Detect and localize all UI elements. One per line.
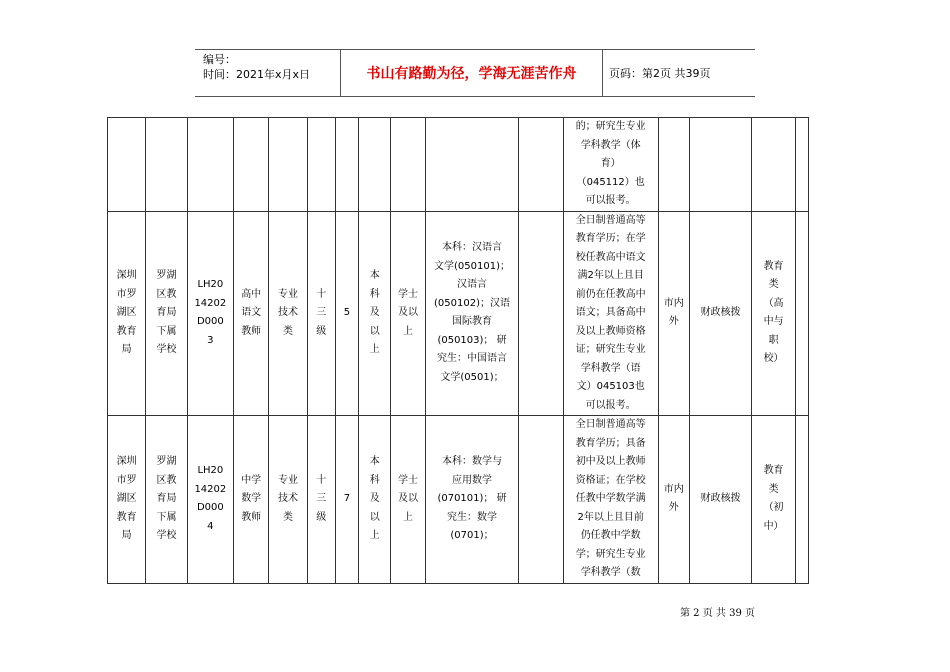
cell-line: 14202 — [194, 483, 227, 495]
requirements-cell — [563, 118, 658, 212]
cell-line: 科 — [369, 474, 380, 486]
cell-line: 育局 — [156, 307, 177, 318]
cell-line: 湖区 — [116, 307, 137, 318]
document-header — [195, 49, 755, 97]
cell-line: 区教 — [156, 288, 177, 300]
cell-line: 及以 — [397, 493, 418, 504]
cell-line: 三 — [316, 493, 327, 504]
cell-line: 学；研究生专业 — [575, 548, 646, 560]
cell-line: 教育 — [116, 325, 137, 337]
cell-line: 及 — [369, 307, 380, 318]
cell-line: 下属 — [156, 511, 177, 523]
cell-line: 中） — [763, 520, 784, 532]
cell-line: 文）045103也 — [576, 381, 645, 392]
cell-line: 校） — [763, 353, 784, 365]
table-row — [108, 211, 809, 416]
cell-line: 满2年以上且目 — [577, 270, 644, 281]
cell-line: 3 — [207, 334, 214, 346]
cell-line: 国际教育 — [452, 316, 493, 328]
header-motto: 书山有路勤为径，学海无涯苦作舟 — [366, 66, 577, 82]
funding-cell: 财政核拨 — [689, 416, 752, 584]
cell-line: 全日制普通高等 — [575, 419, 646, 430]
cell-line: 市罗 — [116, 474, 137, 486]
cell-line: 本 — [369, 456, 380, 467]
cell-line: 级 — [316, 511, 327, 523]
cell-line: 上 — [369, 530, 380, 541]
cell-line: 任教中学数学满 — [575, 493, 646, 504]
cell-line: 外 — [668, 316, 679, 328]
cell-line: 类 — [283, 325, 293, 337]
cell-line: 罗湖 — [156, 270, 177, 281]
cell-line: 及 — [369, 493, 380, 504]
cell-line: 汉语言 — [457, 279, 488, 291]
cell-line: D000 — [196, 316, 224, 328]
cell-line: 中与 — [763, 316, 784, 328]
page-footer: 第 2 页 共 39 页 — [680, 608, 755, 619]
cell-line: 湖区 — [116, 493, 137, 504]
cell-line: 专业 — [278, 288, 298, 300]
cell-line: 教育学历；在学 — [575, 233, 646, 244]
requirements-cell — [563, 416, 658, 584]
cell-line: 4 — [207, 520, 214, 532]
number-label: 编号： — [203, 53, 236, 66]
cell-line: 职 — [768, 334, 779, 346]
cell-line: 市内 — [663, 483, 684, 495]
degree-cell — [391, 211, 425, 416]
cell-line: 下属 — [156, 325, 177, 337]
cell-line: 学士 — [397, 288, 418, 300]
cell-line: 教师 — [241, 325, 262, 337]
major-cell — [425, 416, 519, 584]
cell-line: 文学(0501)； — [440, 371, 504, 383]
cell-line: 级 — [316, 325, 327, 337]
cell-line: 外 — [668, 502, 679, 514]
cell-line: 中学 — [241, 474, 262, 486]
cell-line: 类 — [768, 483, 779, 495]
position-name-cell — [234, 416, 269, 584]
cell-line: 三 — [316, 307, 327, 318]
position-name-cell — [234, 211, 269, 416]
cell-line: 校任教高中语文 — [575, 251, 646, 263]
level-cell — [307, 211, 335, 416]
cell-line: 及以上教师资格 — [575, 325, 646, 337]
funding-cell: 财政核拨 — [689, 211, 752, 416]
cell-line: LH20 — [197, 465, 224, 477]
page-info: 页码：第2页 共39页 — [609, 67, 711, 80]
unit-cell — [108, 416, 146, 584]
cell-line: 语文 — [241, 307, 262, 318]
unit-cell — [108, 211, 146, 416]
cell-line: 十 — [316, 474, 327, 486]
cell-line: (070101)； 研 — [437, 493, 507, 504]
empty-cell — [519, 416, 563, 584]
cell-line: 局 — [121, 344, 132, 355]
education-cell — [359, 416, 391, 584]
cell-line: （045112）也 — [576, 176, 645, 188]
exam-type-cell — [752, 211, 795, 416]
cell-line: 育） — [600, 158, 621, 169]
cell-line: 教师 — [241, 511, 262, 523]
headcount-cell: 5 — [335, 211, 358, 416]
cell-line: 资格证；在学校 — [575, 474, 646, 486]
cell-line: 可以报考。 — [585, 399, 636, 411]
cell-line: 技术 — [278, 307, 298, 318]
category-cell — [269, 211, 307, 416]
cell-line: 教育 — [763, 260, 784, 272]
cell-line: 上 — [402, 511, 413, 523]
education-cell — [359, 211, 391, 416]
position-code-cell — [187, 416, 233, 584]
cell-line: 的；研究生专业 — [575, 121, 646, 132]
cell-line: 14202 — [194, 297, 227, 309]
cell-line: 可以报考。 — [585, 195, 636, 206]
cell-line: 本 — [369, 270, 380, 281]
cell-line: 科 — [369, 288, 380, 300]
cell-line: 本科：数学与 — [442, 456, 503, 467]
cell-line: 以 — [369, 511, 380, 523]
cell-line: 学科教学（数 — [580, 567, 641, 578]
headcount-cell: 7 — [335, 416, 358, 584]
cell-line: 及以 — [397, 307, 418, 318]
cell-line: 证；研究生专业 — [575, 344, 646, 355]
cell-line: 学科教学（体 — [580, 139, 641, 151]
cell-line: 局 — [121, 530, 132, 541]
department-cell — [146, 416, 187, 584]
cell-line: 学科教学（语 — [580, 362, 641, 374]
cell-line: 教育 — [763, 465, 784, 477]
position-code-cell — [187, 211, 233, 416]
cell-line: 教育学历；具备 — [575, 437, 646, 449]
cell-line: 数学 — [241, 493, 262, 504]
time-label: 时间：2021年x月x日 — [203, 68, 311, 81]
recruitment-scope-cell — [658, 211, 689, 416]
cell-line: （初 — [763, 502, 784, 514]
empty-cell — [519, 211, 563, 416]
header-divider — [602, 50, 603, 96]
cell-line: 深圳 — [116, 456, 137, 467]
cell-line: 上 — [369, 344, 380, 355]
exam-type-cell — [752, 416, 795, 584]
empty-cell — [795, 416, 808, 584]
degree-cell — [391, 416, 425, 584]
recruitment-scope-cell — [658, 416, 689, 584]
cell-line: 前仍在任教高中 — [575, 288, 646, 300]
cell-line: (050102)；汉语 — [434, 297, 511, 309]
cell-line: LH20 — [197, 279, 224, 291]
cell-line: 上 — [402, 325, 413, 337]
cell-line: 区教 — [156, 474, 177, 486]
cell-line: (0701)； — [450, 530, 494, 541]
cell-line: 学校 — [156, 530, 177, 541]
major-cell — [425, 211, 519, 416]
cell-line: 类 — [768, 279, 779, 291]
requirements-cell — [563, 211, 658, 416]
cell-line: 学校 — [156, 344, 177, 355]
recruitment-table — [107, 117, 809, 584]
cell-line: 全日制普通高等 — [575, 214, 646, 226]
cell-line: 教育 — [116, 511, 137, 523]
category-cell — [269, 416, 307, 584]
cell-line: 育局 — [156, 493, 177, 504]
cell-line: D000 — [196, 502, 224, 514]
cell-line: 以 — [369, 325, 380, 337]
cell-line: 究生：数学 — [447, 511, 498, 523]
header-meta — [203, 52, 343, 82]
cell-line: 十 — [316, 288, 327, 300]
cell-line: 2年以上且目前 — [577, 511, 644, 523]
cell-line: 深圳 — [116, 270, 137, 281]
cell-line: 语文；具备高中 — [575, 307, 646, 318]
level-cell — [307, 416, 335, 584]
cell-line: 应用数学 — [452, 474, 493, 486]
cell-line: 仍任教中学数 — [580, 530, 641, 541]
cell-line: 本科：汉语言 — [442, 242, 503, 254]
table-row — [108, 416, 809, 584]
cell-line: 市内 — [663, 297, 684, 309]
cell-line: 类 — [283, 511, 293, 523]
cell-line: （高 — [763, 297, 784, 309]
cell-line: 高中 — [241, 288, 262, 300]
cell-line: 市罗 — [116, 288, 137, 300]
cell-line: 专业 — [278, 474, 298, 486]
cell-line: 学士 — [397, 474, 418, 486]
cell-line: 罗湖 — [156, 456, 177, 467]
table-row — [108, 118, 809, 212]
cell-line: 初中及以上教师 — [575, 456, 646, 467]
cell-line: 究生：中国语言 — [437, 353, 508, 365]
cell-line: 技术 — [278, 493, 298, 504]
cell-line: (050103)； 研 — [437, 334, 507, 346]
cell-line: 文学(050101)； — [434, 260, 511, 272]
department-cell — [146, 211, 187, 416]
empty-cell — [795, 211, 808, 416]
